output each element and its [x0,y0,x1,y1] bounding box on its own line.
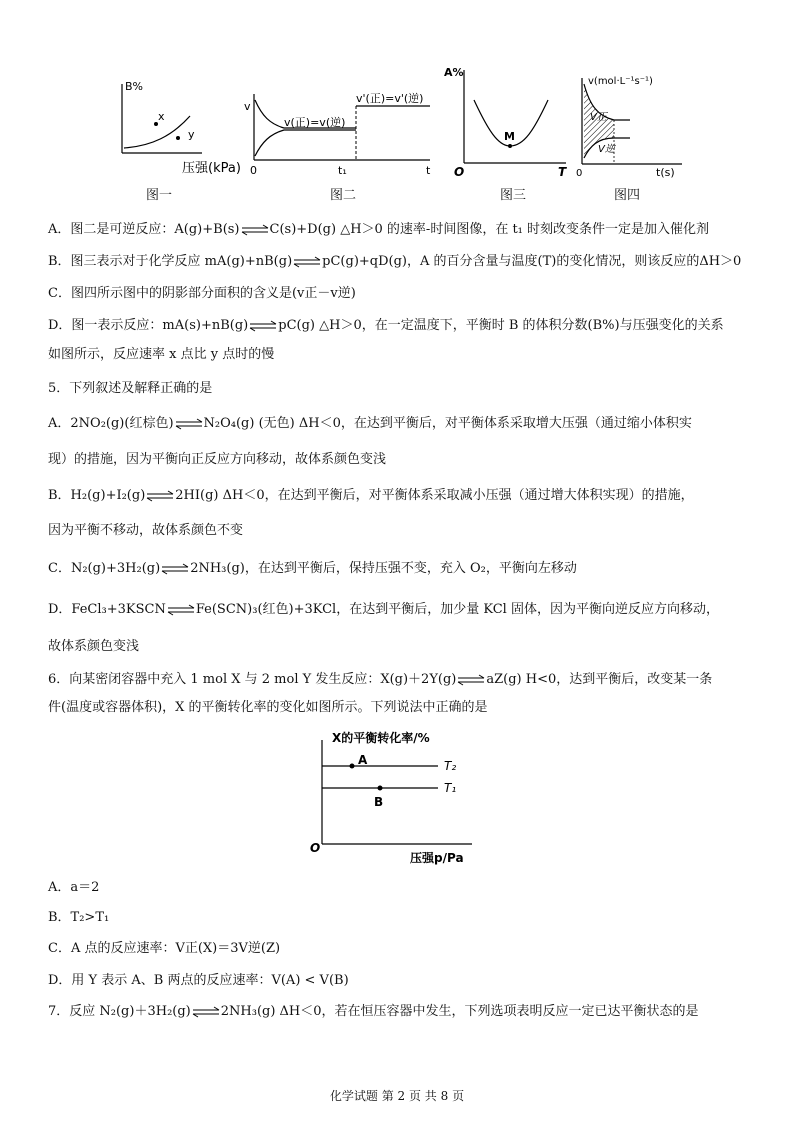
fig4-v-zheng: V正 [590,112,607,123]
q6-line-t2: T₂ [444,759,457,773]
q4-option-b: B．图三表示对于化学反应 mA(g)+nB(g) pC(g)+qD(g)，A 的百分含量与温度(T)的变化情况，则该反应的ΔH＞0 [48,254,742,269]
q6-stem-cont: 件(温度或容器体积)，X 的平衡转化率的变化如图所示。下列说法中正确的是 [48,700,488,715]
q4-option-d: D．图一表示反应：mA(s)+nB(g) pC(g) △H＞0，在一定温度下，平衡时 B 的体积分数(B%)与压强变化的关系 [48,318,724,333]
q5-option-b: B．H₂(g)+I₂(g) 2HI(g) ΔH＜0，在达到平衡后，对平衡体系采取减小压强（通过增大体积实现）的措施， [48,488,694,503]
fig2-origin: 0 [250,164,257,177]
fig2-label-eq: v(正)=v(逆) [284,116,346,129]
fig3-xlabel: T [558,165,567,179]
equilibrium-arrow-icon [456,675,486,685]
fig3-point-m: M [504,130,515,143]
fig4-v-ni: V逆 [598,144,615,155]
fig1-xlabel: 压强(kPa) [182,161,241,176]
equilibrium-arrow-icon [191,1007,221,1017]
q5-option-c: C．N₂(g)+3H₂(g) 2NH₃(g)，在达到平衡后，保持压强不变，充入 O₂，平衡向左移动 [48,561,577,576]
fig3-caption: 图三 [500,188,527,203]
page-footer: 化学试题 第 2 页 共 8 页 [329,1089,465,1103]
q4-option-a: A．图二是可逆反应：A(g)+B(s) C(s)+D(g) △H＞0 的速率-时间图像，在 t₁ 时刻改变条件一定是加入催化剂 [48,222,710,237]
q5-stem: 5．下列叙述及解释正确的是 [48,381,213,396]
fig1-point-y: y [188,128,195,141]
fig2-label-after: v'(正)=v'(逆) [356,92,424,105]
fig1-ylabel: B% [125,80,143,93]
q5-option-b-cont: 因为平衡不移动，故体系颜色不变 [48,523,244,538]
figure-1 [112,76,241,176]
fig4-xlabel: t(s) [656,166,675,179]
equilibrium-arrow-icon [174,419,204,429]
fig4-ylabel: v(mol·L⁻¹s⁻¹) [588,76,653,87]
q4-option-c: C．图四所示图中的阴影部分面积的含义是(v正－v逆) [48,286,356,301]
equilibrium-arrow-icon [248,321,278,331]
equilibrium-arrow-icon [240,225,270,235]
q6-option-c: C．A 点的反应速率：V正(X)＝3V逆(Z) [48,941,281,956]
fig4-caption: 图四 [614,188,641,203]
q6-option-d: D．用 Y 表示 A、B 两点的反应速率：V(A) < V(B) [48,973,349,988]
q6-graph-ylabel: X的平衡转化率/% [332,731,430,745]
figure-3 [444,60,574,180]
fig4-origin: 0 [576,168,583,179]
fig3-ylabel: A% [444,66,464,79]
q6-graph-xlabel: 压强p/Pa [410,851,464,865]
q5-option-d-cont: 故体系颜色变浅 [48,639,140,654]
fig1-caption: 图一 [146,188,173,203]
q6-graph [300,726,480,868]
q4-option-d-cont: 如图所示，反应速率 x 点比 y 点时的慢 [48,347,275,362]
equilibrium-arrow-icon [145,491,175,501]
equilibrium-arrow-icon [292,257,322,267]
q6-point-b: B [374,795,384,809]
q6-graph-origin: O [310,841,321,855]
q6-stem: 6．向某密闭容器中充入 1 mol X 与 2 mol Y 发生反应：X(g)＋2Y(g) aZ(g) H<0，达到平衡后，改变某一条 [48,672,713,687]
fig2-t1: t₁ [338,164,347,177]
q7-stem: 7．反应 N₂(g)＋3H₂(g) 2NH₃(g) ΔH＜0，若在恒压容器中发生，下列选项表明反应一定已达平衡状态的是 [48,1004,699,1019]
q5-option-d: D．FeCl₃+3KSCN Fe(SCN)₃(红色)+3KCl，在达到平衡后，加少量 KCl 固体，因为平衡向逆反应方向移动， [48,602,719,617]
q6-point-a: A [358,753,368,767]
q6-option-b: B．T₂>T₁ [48,910,110,925]
fig1-point-x: x [158,110,165,123]
q5-option-a: A．2NO₂(g)(红棕色) N₂O₄(g) (无色) ΔH＜0，在达到平衡后，对平衡体系采取增大压强（通过缩小体积实 [48,416,692,431]
q6-line-t1: T₁ [444,781,457,795]
fig2-xlabel: t [426,164,431,177]
q5-option-a-cont: 现）的措施，因为平衡向正反应方向移动，故体系颜色变浅 [48,452,387,467]
figure-2 [240,88,450,180]
equilibrium-arrow-icon [160,564,190,574]
fig2-caption: 图二 [330,188,357,203]
fig3-origin: O [454,165,465,179]
figure-4 [570,66,690,178]
q6-option-a: A．a＝2 [48,880,100,895]
equilibrium-arrow-icon [166,605,196,615]
fig2-ylabel: v [244,100,251,113]
